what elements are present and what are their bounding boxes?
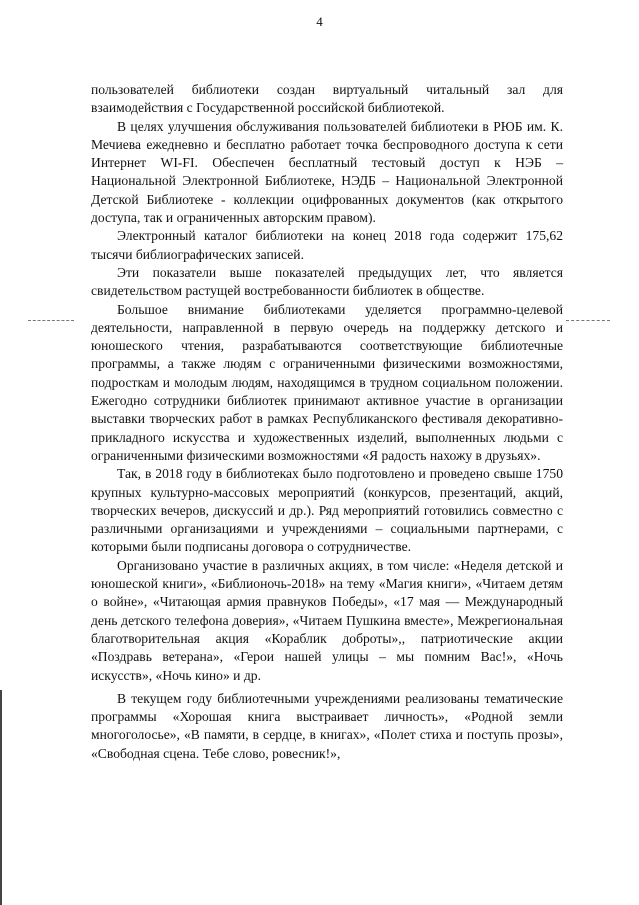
paragraph: Так, в 2018 году в библиотеках было подготовлено и проведено свыше 1750 крупных культурно-массовых мероприятий (конкурсов, презентаций, акций, творческих вечеров, дискуссий и др.). Ряд мероприятий готовились совместно с различными организациями и учреждениями – социальными партнерами, с которыми были подписаны договора о сотрудничестве. [91, 466, 563, 555]
left-margin-mark [28, 320, 74, 322]
right-margin-mark [566, 320, 610, 322]
paragraph: пользователей библиотеки создан виртуальный читальный зал для взаимодействия с Государственной российской библиотекой. [91, 82, 563, 116]
page-number: 4 [316, 14, 323, 29]
paragraph: В целях улучшения обслуживания пользователей библиотеки в РЮБ им. К. Мечиева ежедневно и бесплатно работает точка беспроводного доступа к сети Интернет WI-FI. Обеспечен бесплатный тестовый доступ к НЭБ – Национальной Электронной Библиотеке, НЭДБ – Национальной Электронной Детской Библиотеке - коллекции оцифрованных документов (как открытого доступа, так и ограниченных авторским правом). [91, 118, 563, 226]
scan-edge-line [0, 690, 2, 905]
document-body [91, 81, 563, 763]
paragraph: Электронный каталог библиотеки на конец 2018 года содержит 175,62 тысячи библиографических записей. [91, 228, 563, 262]
paragraph: Большое внимание библиотеками уделяется программно-целевой деятельности, направленной в первую очередь на поддержку детского и юношеского чтения, разрабатываются соответствующие библиотечные программы, а также людям с ограниченными физическими возможностями, подросткам и молодым людям, находящимся в трудном социальном положении. Ежегодно сотрудники библиотек принимают активное участие в организации выставки творческих работ в рамках Республиканского фестиваля декоративно-прикладного искусства и художественных изделий, выполненных людьми с ограниченными физическими возможностями «Я радость нахожу в друзьях». [91, 301, 563, 463]
paragraph: В текущем году библиотечными учреждениями реализованы тематические программы «Хорошая книга выстраивает личность», «Родной земли многоголосье», «В памяти, в сердце, в книгах», «Полет стиха и поступь прозы», «Свободная сцена. Тебе слово, ровесник!», [91, 690, 563, 761]
paragraph: Организовано участие в различных акциях, в том числе: «Неделя детской и юношеской книги», «Библионочь-2018» на тему «Магия книги», «Читаем детям о войне», «Читающая армия правнуков Победы», «17 мая — Международный день детского телефона доверия», «Читаем Пушкина вместе», Межрегиональная благотворительная акция «Кораблик доброты»,, патриотические акции «Поздравь ветерана», «Герои нашей улицы – мы помним Вас!», «Ночь искусств», «Ночь кино» и др. [91, 557, 563, 683]
paragraph: Эти показатели выше показателей предыдущих лет, что является свидетельством растущей востребованности библиотек в обществе. [91, 264, 563, 299]
